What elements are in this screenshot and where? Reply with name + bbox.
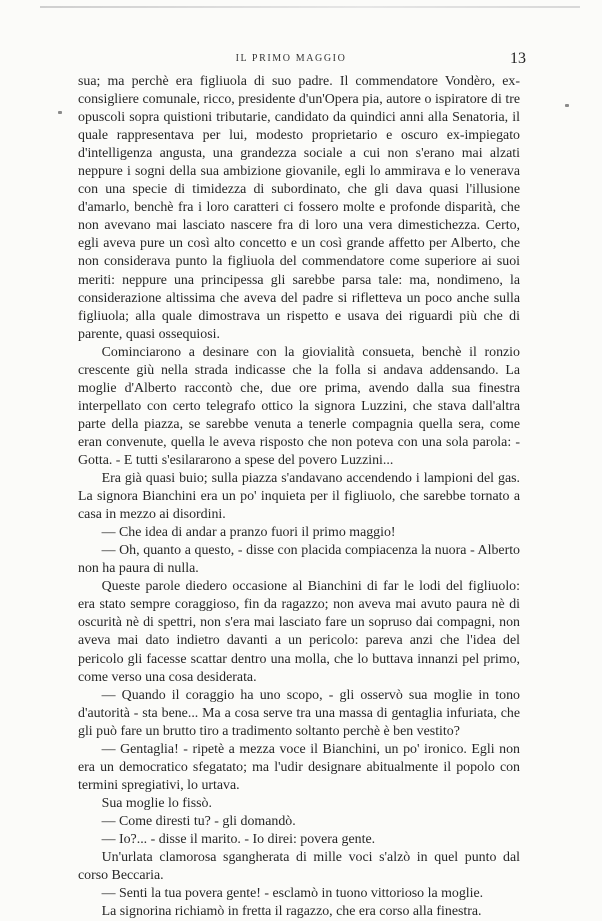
paragraph: sua; ma perchè era figliuola di suo padre. Il commendatore Vondèro, ex-consigliere comunale, ricco, presidente d'un'Opera pia, autore o ispiratore di tre opuscoli sopra quistioni tributarie, candidato da quindici anni alla Senatoria, il quale rappresentava per lui, modesto proprietario e oscuro ex-impiegato d'intelligenza angusta, una grandezza sociale a cui non s'erano mai alzati neppure i sogni della sua ambizione giovanile, egli lo ammirava e lo venerava con una specie di timidezza di subordinato, che gli dava quasi l'illusione d'amarlo, benchè fra i loro caratteri ci fossero molte e profonde disparità, che non avevano mai lasciato nascere fra di loro una vera dimestichezza. Certo, egli aveva pure un così alto concetto e un così grande affetto per Alberto, che non considerava punto la figliuola del commendatore come superiore ai suoi meriti: neppure una principessa gli sarebbe parsa tale: ma, nondimeno, la considerazione altissima che aveva del padre si rifletteva un poco anche sulla figliuola; alla quale dimostrava un rispetto e usava dei riguardi più che di parente, quasi ossequiosi. (78, 74, 520, 342)
dialogue-line: — Gentaglia! - ripetè a mezza voce il Bianchini, un po' ironico. Egli non era un democratico sfegatato; ma l'udir designare abitualmente il popolo con termini spregiativi, lo urtava. (78, 741, 520, 793)
text-body (78, 73, 520, 921)
paragraph: Era già quasi buio; sulla piazza s'andavano accendendo i lampioni del gas. La signora Bianchini era un po' inquieta per il figliuolo, che sarebbe tornato a casa in mezzo ai disordini. (78, 471, 520, 523)
dialogue-line: — Come diresti tu? - gli domandò. (101, 813, 296, 829)
paragraph: La signorina richiamò in fretta il ragazzo, che era corso alla finestra. (101, 904, 482, 920)
dialogue-line: — Che idea di andar a pranzo fuori il primo maggio! (101, 525, 396, 541)
margin-speck (565, 104, 569, 107)
dialogue-line: — Io?... - disse il marito. - Io direi: povera gente. (101, 831, 376, 847)
dialogue-line: — Quando il coraggio ha uno scopo, - gli osservò sua moglie in tono d'autorità - sta bene... Ma a cosa serve tra una massa di gentaglia infuriata, che gli può fare un brutto tiro a tradimento soltanto perchè è ben vestito? (78, 687, 520, 739)
paragraph: Queste parole diedero occasione al Bianchini di far le lodi del figliuolo: era stato sempre coraggioso, fin da ragazzo; non aveva mai avuto paura nè di oscurità nè di spettri, non s'era mai lasciato fare un sopruso dai compagni, non aveva mai dato indietro davanti a un pericolo: pareva anzi che l'idea del pericolo gli facesse scattar dentro una molla, che lo buttava innanzi pel primo, come verso una cosa desiderata. (78, 579, 520, 685)
scan-top-edge (40, 6, 580, 8)
paragraph: Sua moglie lo fissò. (101, 795, 212, 811)
margin-speck (58, 111, 62, 114)
paragraph: Un'urlata clamorosa sgangherata di mille voci s'alzò in quel punto dal corso Beccaria. (78, 850, 520, 884)
paragraph: Cominciarono a desinare con la giovialità consueta, benchè il ronzio crescente giù nella strada indicasse che la folla si andava addensando. La moglie d'Alberto raccontò che, due ore prima, avendo dalla sua finestra interpellato con certo telegrafo ottico la signora Luzzini, che stava dall'altra parte della piazza, se sarebbe venuta a tenerle compagnia quella sera, come eran convenute, quella le aveva risposto che non poteva con una sola parola: - Gotta. - E tutti s'esilararono a spese del povero Luzzini... (78, 344, 520, 468)
dialogue-line: — Oh, quanto a questo, - disse con placida compiacenza la nuora - Alberto non ha paura di nulla. (78, 543, 520, 577)
page-number: 13 (510, 50, 526, 67)
dialogue-line: — Senti la tua povera gente! - esclamò in tuono vittorioso la moglie. (101, 886, 484, 902)
running-head (56, 50, 526, 68)
running-title: IL PRIMO MAGGIO (235, 53, 347, 64)
